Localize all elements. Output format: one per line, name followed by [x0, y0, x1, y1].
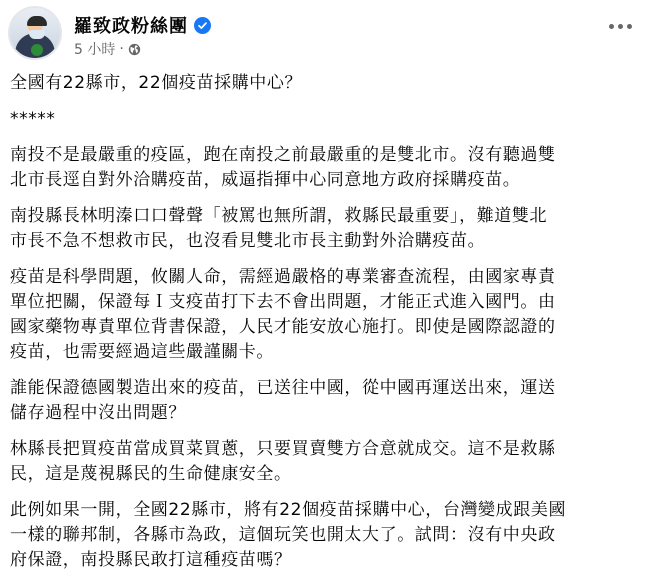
verified-badge-icon	[194, 17, 211, 34]
post-paragraph-6: 誰能保證德國製造出來的疫苗，已送往中國，從中國再運送出來，運送 儲存過程中沒出問題？	[10, 378, 556, 423]
meta-separator: ·	[119, 41, 124, 57]
avatar-badge	[31, 44, 43, 56]
post-body	[10, 71, 638, 584]
avatar-mask	[29, 30, 45, 39]
globe-icon[interactable]	[128, 43, 141, 56]
avatar-hair	[27, 16, 47, 26]
page-name[interactable]: 羅致政粉絲團	[74, 16, 188, 37]
post-paragraph-1: 全國有22縣市，22個疫苗採購中心？	[10, 73, 303, 93]
post-paragraph-3: 南投不是最嚴重的疫區，跑在南投之前最嚴重的是雙北市。沒有聽過雙 北市長逕自對外洽購疫苗，威逼指揮中心同意地方政府採購疫苗。	[10, 145, 556, 190]
post-paragraph-2: *****	[10, 109, 56, 129]
more-options-icon[interactable]	[602, 14, 638, 38]
post-paragraph-4: 南投縣長林明溱口口聲聲「被罵也無所謂，救縣民最重要」，難道雙北 市長不急不想救市民，也沒看見雙北市長主動對外洽購疫苗。	[10, 206, 548, 251]
post-paragraph-7: 林縣長把買疫苗當成買菜買蔥，只要買賣雙方合意就成交。這不是救縣 民，這是蔑視縣民的生命健康安全。	[10, 439, 556, 484]
post-timestamp[interactable]: 5 小時	[74, 42, 116, 58]
post-paragraph-5: 疫苗是科學問題，攸關人命，需經過嚴格的專業審查流程，由國家專責 單位把關，保證每Ｉ支疫苗打下去不會出問題，才能正式進入國門。由 國家藥物專責單位背書保證，人民才能安放心施打。即使是國際認證的 疫苗，也需要經過這些嚴謹關卡。	[10, 267, 556, 362]
post-meta	[74, 39, 141, 59]
page-name-row	[74, 12, 211, 38]
post-header	[8, 6, 638, 64]
page-avatar[interactable]	[8, 6, 62, 60]
post-paragraph-8: 此例如果一開，全國22縣市，將有22個疫苗採購中心，台灣變成跟美國 一樣的聯邦制，各縣市為政，這個玩笑也開太大了。試問：沒有中央政 府保證，南投縣民敢打這種疫苗嗎？	[10, 500, 567, 570]
